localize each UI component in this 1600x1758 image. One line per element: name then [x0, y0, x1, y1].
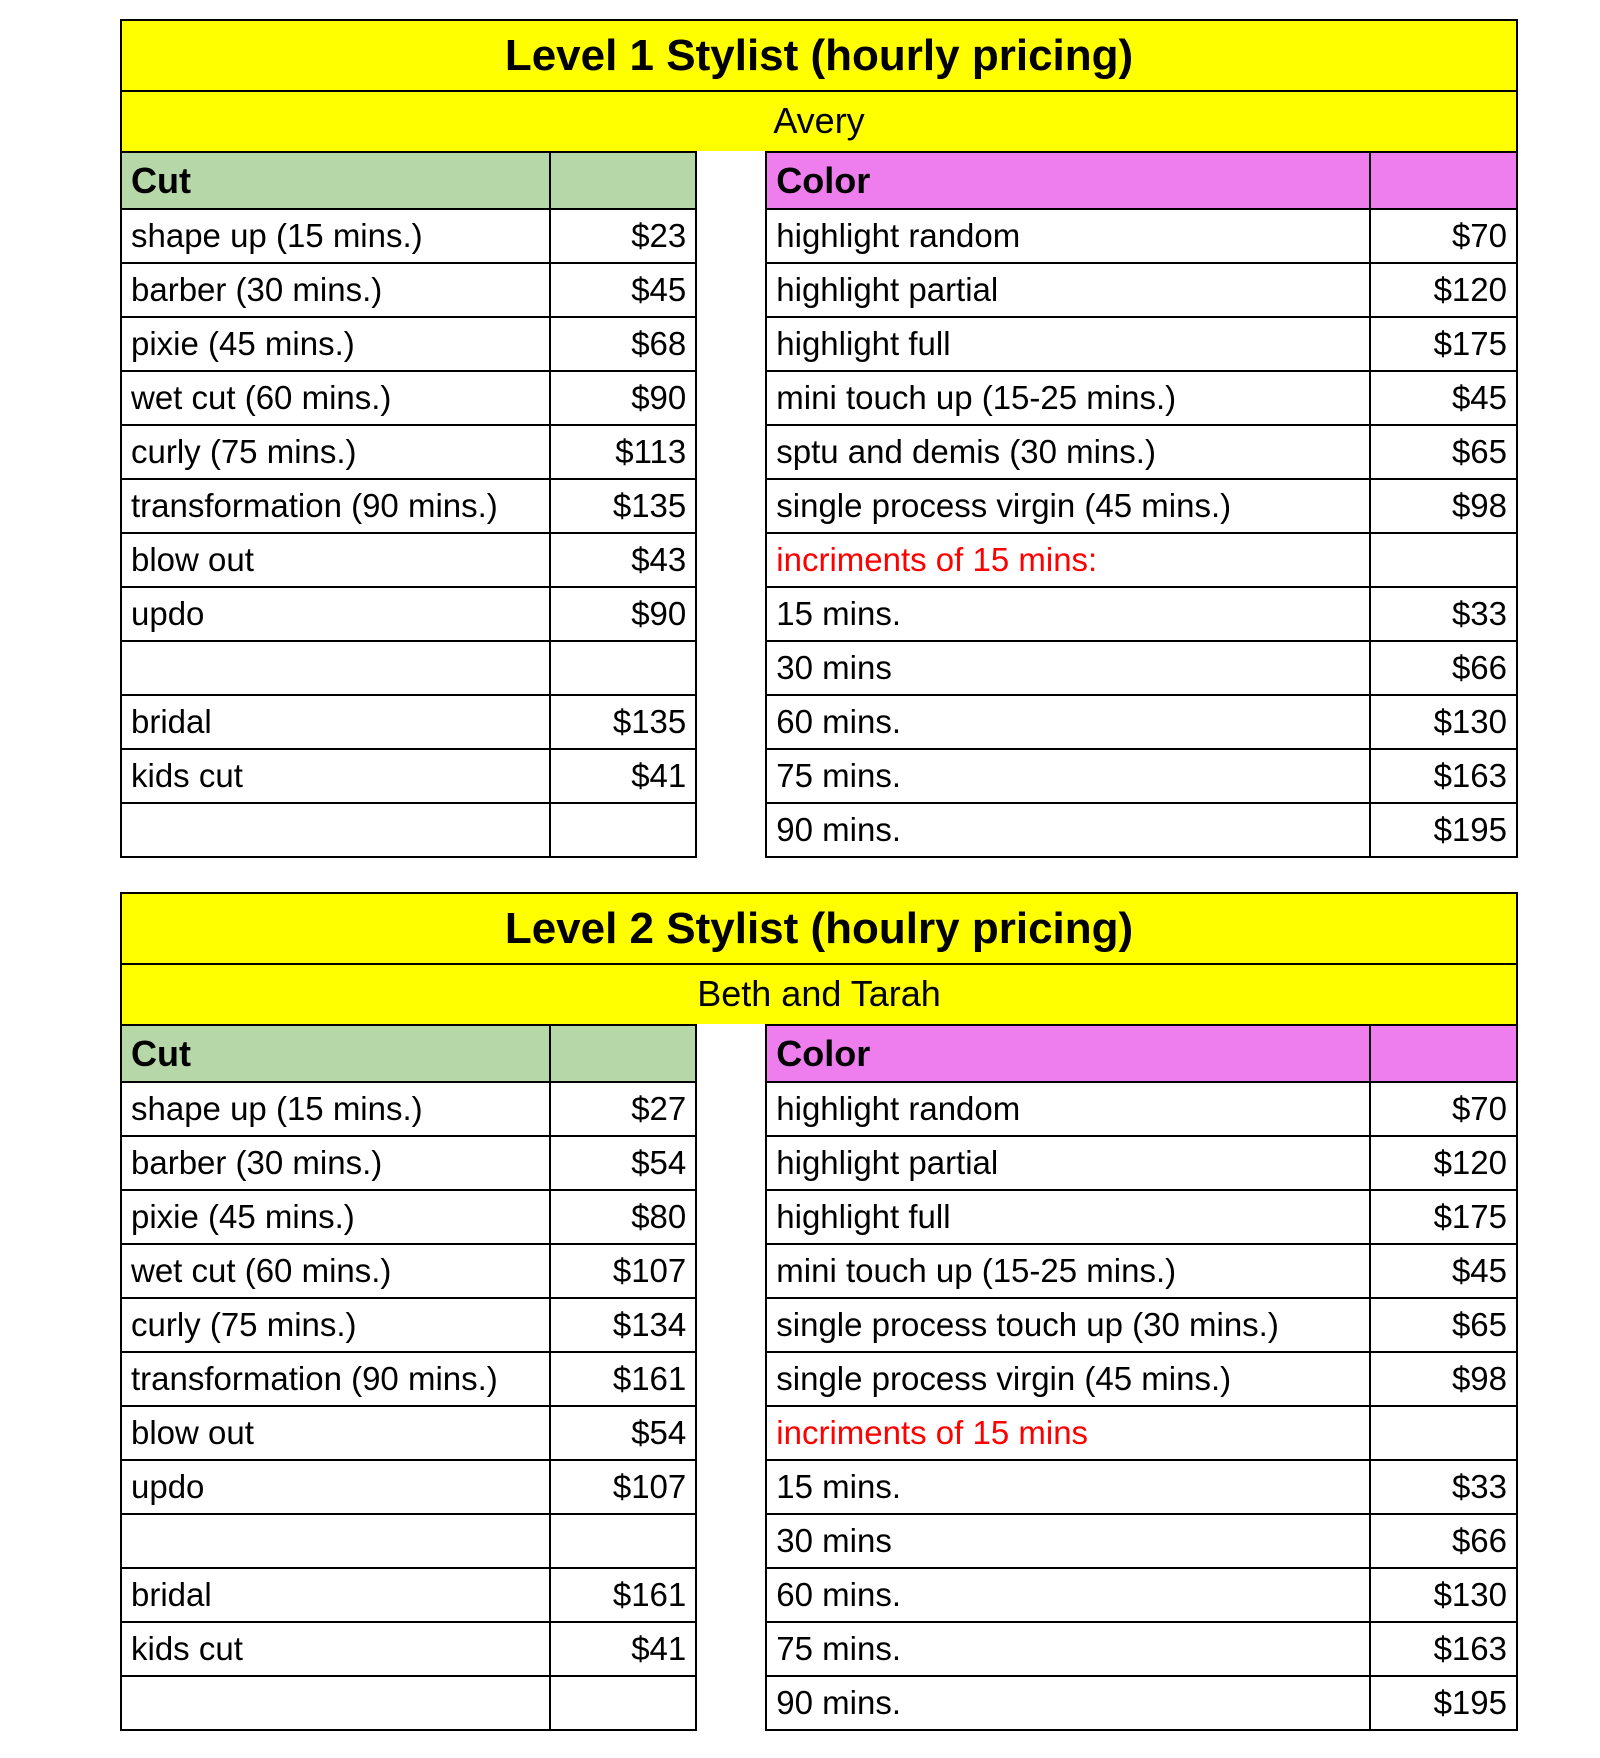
price-cell: $120 [1370, 263, 1517, 317]
table-row [766, 1082, 1517, 1136]
service-cell: barber (30 mins.) [121, 1136, 550, 1190]
table-row [121, 1244, 696, 1298]
price-cell [1370, 1406, 1517, 1460]
table-row [766, 1460, 1517, 1514]
cut-table-header [121, 1025, 696, 1082]
price-cell: $33 [1370, 1460, 1517, 1514]
service-cell: single process touch up (30 mins.) [766, 1298, 1370, 1352]
price-cell: $107 [550, 1460, 696, 1514]
price-cell: $113 [550, 425, 696, 479]
price-cell: $41 [550, 749, 696, 803]
table-row [121, 317, 696, 371]
price-cell: $65 [1370, 425, 1517, 479]
service-cell: incriments of 15 mins [766, 1406, 1370, 1460]
price-cell: $107 [550, 1244, 696, 1298]
service-cell: kids cut [121, 749, 550, 803]
price-cell [1370, 533, 1517, 587]
level-1-section [120, 19, 1518, 858]
service-cell: 75 mins. [766, 1622, 1370, 1676]
table-row [121, 1460, 696, 1514]
price-cell: $98 [1370, 479, 1517, 533]
table-row [766, 803, 1517, 857]
price-cell: $163 [1370, 1622, 1517, 1676]
price-cell: $195 [1370, 803, 1517, 857]
table-row [766, 587, 1517, 641]
table-row [121, 749, 696, 803]
service-cell: pixie (45 mins.) [121, 317, 550, 371]
price-cell: $66 [1370, 1514, 1517, 1568]
header-row [121, 152, 696, 209]
table-row [766, 371, 1517, 425]
service-cell: 15 mins. [766, 1460, 1370, 1514]
cut-table-body [121, 1082, 696, 1730]
service-cell: bridal [121, 695, 550, 749]
price-cell: $80 [550, 1190, 696, 1244]
service-cell [121, 1676, 550, 1730]
level-1-title: Level 1 Stylist (hourly pricing) [120, 19, 1518, 92]
service-cell: highlight full [766, 317, 1369, 371]
service-cell: updo [121, 587, 550, 641]
level-2-stylist-names: Beth and Tarah [120, 965, 1518, 1024]
service-cell: highlight partial [766, 1136, 1370, 1190]
table-row [121, 1676, 696, 1730]
color-header-cell: Color [766, 152, 1369, 209]
table-row [121, 1568, 696, 1622]
cut-header-price-cell [550, 1025, 696, 1082]
service-cell: transformation (90 mins.) [121, 479, 550, 533]
table-row [766, 479, 1517, 533]
price-cell [550, 1514, 696, 1568]
header-row [121, 1025, 696, 1082]
service-cell: barber (30 mins.) [121, 263, 550, 317]
service-cell: blow out [121, 533, 550, 587]
service-cell: 60 mins. [766, 1568, 1370, 1622]
price-cell: $90 [550, 371, 696, 425]
service-cell: curly (75 mins.) [121, 1298, 550, 1352]
service-cell: curly (75 mins.) [121, 425, 550, 479]
price-cell: $66 [1370, 641, 1517, 695]
price-cell: $54 [550, 1136, 696, 1190]
service-cell: mini touch up (15-25 mins.) [766, 371, 1369, 425]
table-row [121, 641, 696, 695]
price-cell: $45 [550, 263, 696, 317]
price-cell: $195 [1370, 1676, 1517, 1730]
level-2-title: Level 2 Stylist (houlry pricing) [120, 892, 1518, 965]
service-cell: updo [121, 1460, 550, 1514]
color-table-body [766, 209, 1517, 857]
table-row [121, 1352, 696, 1406]
table-row [766, 209, 1517, 263]
price-cell: $175 [1370, 317, 1517, 371]
table-row [766, 641, 1517, 695]
price-cell [550, 641, 696, 695]
table-row [766, 1136, 1517, 1190]
service-cell: single process virgin (45 mins.) [766, 479, 1369, 533]
price-cell: $68 [550, 317, 696, 371]
table-row [121, 1136, 696, 1190]
price-cell: $120 [1370, 1136, 1517, 1190]
service-cell: pixie (45 mins.) [121, 1190, 550, 1244]
price-cell: $45 [1370, 1244, 1517, 1298]
service-cell: 15 mins. [766, 587, 1369, 641]
table-row [766, 1352, 1517, 1406]
price-cell: $65 [1370, 1298, 1517, 1352]
price-cell: $70 [1370, 209, 1517, 263]
price-cell: $45 [1370, 371, 1517, 425]
header-row [766, 152, 1517, 209]
table-row [766, 695, 1517, 749]
service-cell: highlight full [766, 1190, 1370, 1244]
table-row [121, 263, 696, 317]
service-cell: incriments of 15 mins: [766, 533, 1369, 587]
service-cell [121, 1514, 550, 1568]
price-cell: $130 [1370, 1568, 1517, 1622]
table-row [766, 1568, 1517, 1622]
table-row [766, 425, 1517, 479]
service-cell: kids cut [121, 1622, 550, 1676]
service-cell: highlight random [766, 1082, 1370, 1136]
price-cell: $163 [1370, 749, 1517, 803]
table-row [766, 263, 1517, 317]
price-cell: $135 [550, 695, 696, 749]
price-cell: $90 [550, 587, 696, 641]
table-row [766, 1298, 1517, 1352]
level-1-color-table [765, 151, 1518, 858]
service-cell: 90 mins. [766, 803, 1369, 857]
service-cell: shape up (15 mins.) [121, 1082, 550, 1136]
color-table-header [766, 152, 1517, 209]
service-cell: mini touch up (15-25 mins.) [766, 1244, 1370, 1298]
level-2-tables [120, 1024, 1518, 1731]
table-row [766, 533, 1517, 587]
price-cell: $43 [550, 533, 696, 587]
price-cell: $161 [550, 1568, 696, 1622]
table-row [766, 1514, 1517, 1568]
service-cell: 90 mins. [766, 1676, 1370, 1730]
price-cell: $33 [1370, 587, 1517, 641]
color-table-body [766, 1082, 1517, 1730]
price-cell: $175 [1370, 1190, 1517, 1244]
level-2-section [120, 892, 1518, 1731]
price-cell: $27 [550, 1082, 696, 1136]
service-cell: blow out [121, 1406, 550, 1460]
table-row [121, 1190, 696, 1244]
level-2-cut-table [120, 1024, 697, 1731]
cut-header-cell: Cut [121, 152, 550, 209]
level-2-color-table [765, 1024, 1518, 1731]
table-row [766, 1190, 1517, 1244]
cut-table-header [121, 152, 696, 209]
table-row [766, 317, 1517, 371]
service-cell: highlight random [766, 209, 1369, 263]
table-row [121, 209, 696, 263]
service-cell: wet cut (60 mins.) [121, 1244, 550, 1298]
price-cell: $70 [1370, 1082, 1517, 1136]
service-cell: 30 mins [766, 641, 1369, 695]
color-header-price-cell [1370, 152, 1517, 209]
price-cell: $54 [550, 1406, 696, 1460]
price-cell: $161 [550, 1352, 696, 1406]
price-cell [550, 803, 696, 857]
service-cell: sptu and demis (30 mins.) [766, 425, 1369, 479]
table-row [121, 695, 696, 749]
table-row [121, 533, 696, 587]
price-cell: $41 [550, 1622, 696, 1676]
service-cell: wet cut (60 mins.) [121, 371, 550, 425]
header-row [766, 1025, 1517, 1082]
price-cell [550, 1676, 696, 1730]
service-cell [121, 641, 550, 695]
service-cell: 30 mins [766, 1514, 1370, 1568]
table-row [121, 803, 696, 857]
table-row [766, 1406, 1517, 1460]
price-cell: $98 [1370, 1352, 1517, 1406]
service-cell: transformation (90 mins.) [121, 1352, 550, 1406]
service-cell: bridal [121, 1568, 550, 1622]
level-1-tables [120, 151, 1518, 858]
cut-header-price-cell [550, 152, 696, 209]
service-cell: highlight partial [766, 263, 1369, 317]
table-row [766, 1676, 1517, 1730]
color-header-cell: Color [766, 1025, 1370, 1082]
table-row [121, 1298, 696, 1352]
table-row [121, 479, 696, 533]
table-row [121, 1514, 696, 1568]
table-row [121, 371, 696, 425]
table-row [121, 425, 696, 479]
service-cell: 75 mins. [766, 749, 1369, 803]
cut-table-body [121, 209, 696, 857]
table-row [121, 587, 696, 641]
price-cell: $23 [550, 209, 696, 263]
color-header-price-cell [1370, 1025, 1517, 1082]
level-1-stylist-name: Avery [120, 92, 1518, 151]
level-1-cut-table [120, 151, 697, 858]
table-row [766, 749, 1517, 803]
table-row [121, 1622, 696, 1676]
price-cell: $135 [550, 479, 696, 533]
service-cell: 60 mins. [766, 695, 1369, 749]
price-cell: $130 [1370, 695, 1517, 749]
table-row [121, 1406, 696, 1460]
service-cell: single process virgin (45 mins.) [766, 1352, 1370, 1406]
color-table-header [766, 1025, 1517, 1082]
table-row [121, 1082, 696, 1136]
price-cell: $134 [550, 1298, 696, 1352]
service-cell [121, 803, 550, 857]
cut-header-cell: Cut [121, 1025, 550, 1082]
table-row [766, 1622, 1517, 1676]
service-cell: shape up (15 mins.) [121, 209, 550, 263]
table-row [766, 1244, 1517, 1298]
